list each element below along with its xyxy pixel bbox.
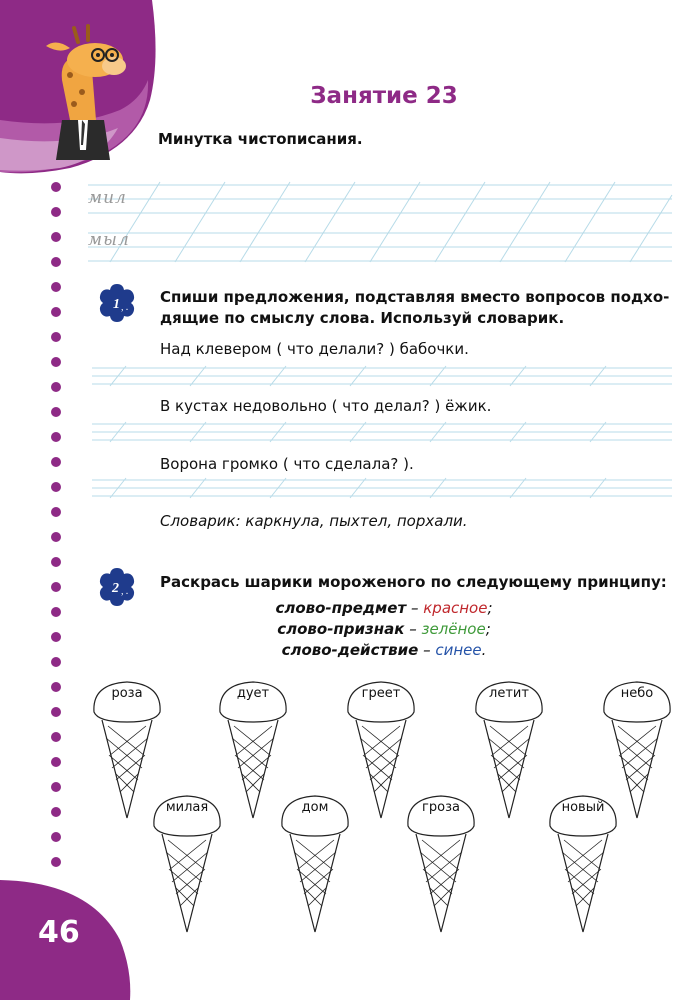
cone-word: греет — [361, 686, 401, 701]
task-badge-icon — [96, 282, 138, 324]
page-number: 46 — [38, 915, 80, 950]
color-rule: слово-действие – синее. — [281, 641, 487, 659]
task1-sentence: Ворона громко ( что сделала? ). — [160, 455, 414, 473]
task-number: 1 — [113, 297, 120, 312]
task2-instruction: Раскрась шарики мороженого по следующему принципу: — [160, 573, 667, 591]
ice-cream-cone[interactable] — [150, 792, 224, 937]
cone-word: летит — [489, 686, 529, 701]
svg-text:, .: , . — [121, 586, 129, 597]
task1-sentence: В кустах недовольно ( что делал? ) ёжик. — [160, 397, 492, 415]
color-rule: слово-предмет – красное; — [275, 599, 493, 617]
ice-cream-cone[interactable] — [546, 792, 620, 937]
task1-sentence: Над клевером ( что делали? ) бабочки. — [160, 340, 469, 358]
svg-text:, .: , . — [121, 302, 129, 313]
lesson-title: Занятие 23 — [310, 83, 458, 109]
cone-word: гроза — [422, 800, 460, 815]
cone-word: новый — [561, 800, 605, 815]
handwriting-sample: мил — [88, 188, 127, 208]
cone-word: милая — [165, 800, 209, 815]
task-number: 2 — [112, 581, 119, 596]
color-rule: слово-признак – зелёное; — [277, 620, 491, 638]
cone-word: дом — [301, 800, 329, 815]
ice-cream-cone[interactable] — [472, 678, 546, 823]
cone-word: роза — [111, 686, 143, 701]
cone-word: дует — [236, 686, 270, 701]
task1-dictionary: Словарик: каркнула, пыхтел, порхали. — [160, 512, 468, 530]
cone-word: небо — [620, 686, 654, 701]
handwriting-sample: мыл — [88, 230, 130, 250]
handwriting-heading: Минутка чистописания. — [158, 130, 363, 148]
ice-cream-cone[interactable] — [278, 792, 352, 937]
task1-instruction: Спиши предложения, подставляя вместо вопросов подхо- дящие по смыслу слова. Используй словарик. — [160, 288, 670, 327]
ice-cream-cone[interactable] — [404, 792, 478, 937]
